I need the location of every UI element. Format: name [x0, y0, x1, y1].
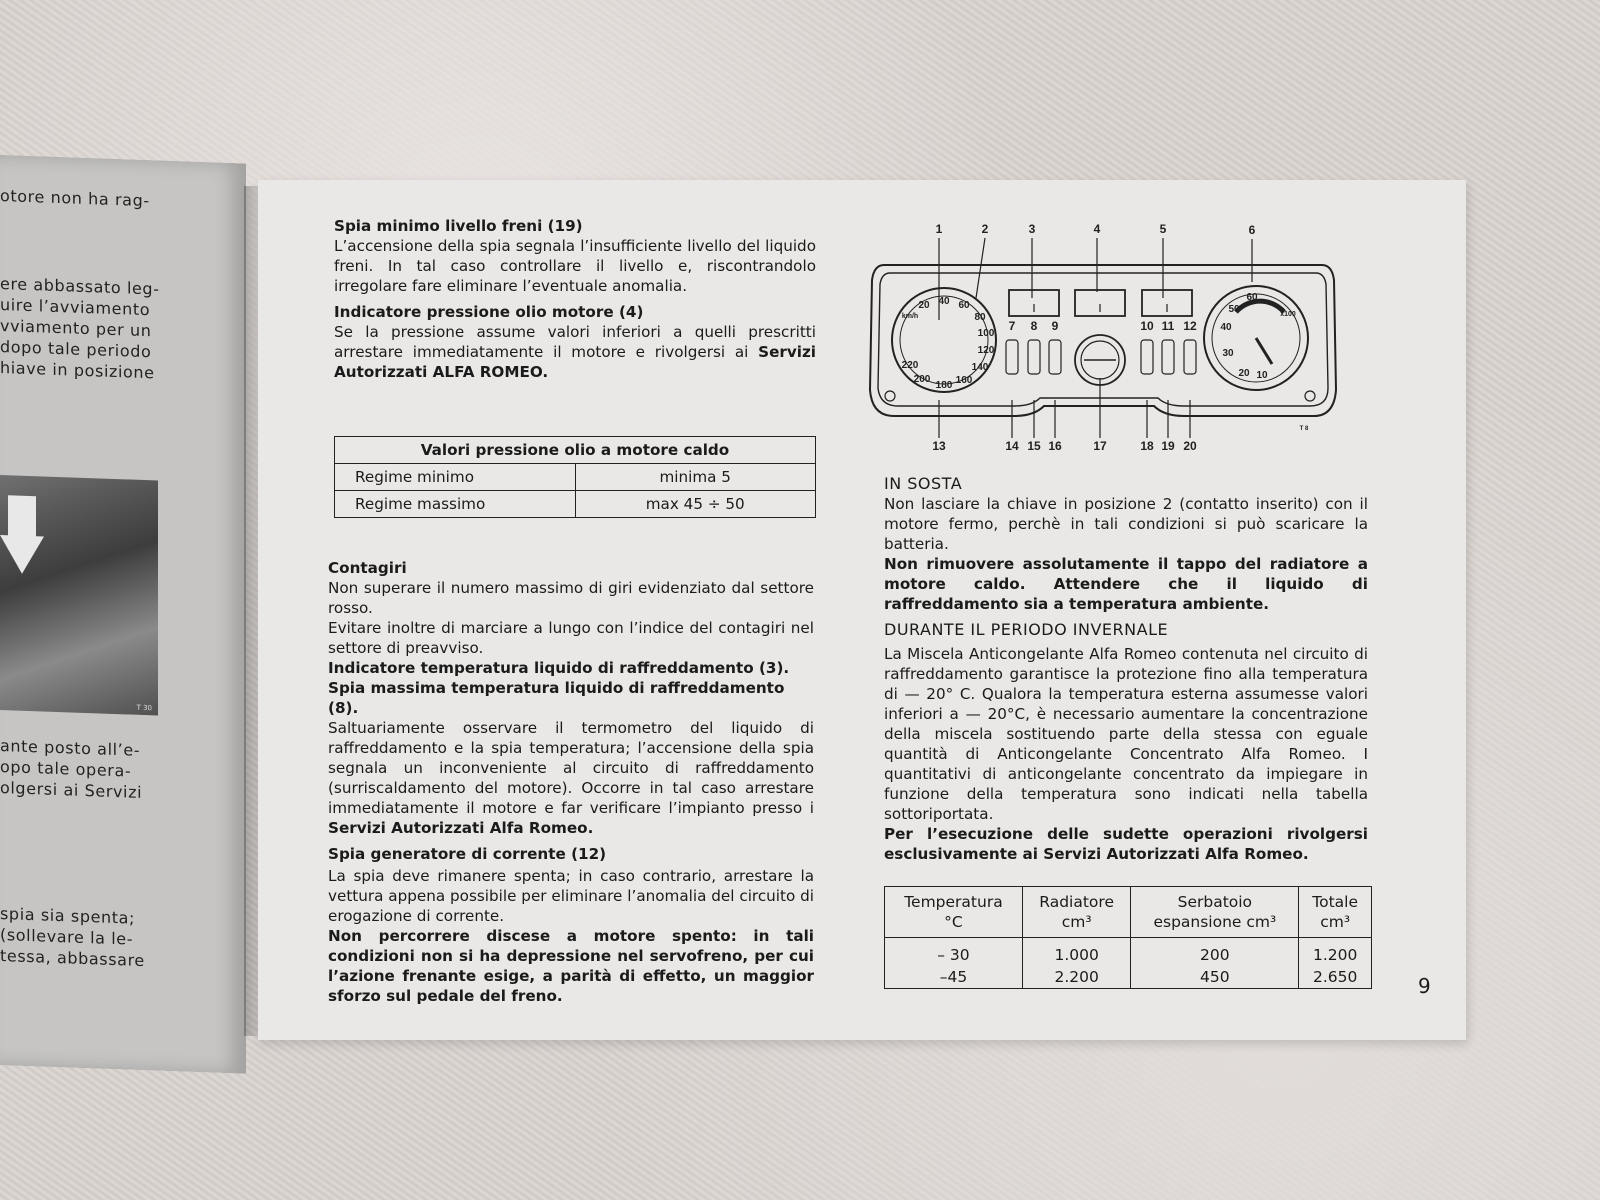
- warning-light-20: [1184, 340, 1196, 374]
- header-line: cm³: [1061, 913, 1092, 931]
- label-15: 15: [1027, 439, 1041, 453]
- table-row: [335, 491, 816, 518]
- label-2: 2: [981, 222, 989, 236]
- column-left-lower: [328, 558, 814, 1006]
- left-text-line: otore non ha rag-: [0, 186, 150, 211]
- table-row: [885, 938, 1372, 967]
- heading-parking: IN SOSTA: [884, 474, 963, 493]
- label-10: 10: [1140, 319, 1154, 333]
- paragraph: Non lasciare la chiave in posizione 2 (contatto inserito) con il motore fermo, perchè in tali condizioni si può scaricare la batteria.: [884, 495, 1368, 553]
- heading-generator: Spia generatore di corrente (12): [328, 845, 607, 863]
- left-text-line: vviamento per un: [0, 316, 152, 341]
- left-text-line: ante posto all’e-: [0, 736, 141, 760]
- table-cell: max 45 ÷ 50: [575, 491, 816, 518]
- label-3: 3: [1028, 222, 1036, 236]
- label-20: 20: [1183, 439, 1197, 453]
- table-header: [1131, 887, 1299, 938]
- speedo-unit: km/h: [901, 313, 919, 320]
- bold-paragraph: Per l’esecuzione delle sudette operazioni rivolgersi esclusivamente ai Servizi Autorizzati Alfa Romeo.: [884, 825, 1368, 863]
- label-13: 13: [932, 439, 946, 453]
- speedo-tick: 100: [977, 328, 995, 339]
- text: Saltuariamente osservare il termometro del liquido di raffreddamento e la spia temperatura; l’accensione della spia segnala un inconveniente al circuito di raffreddamento (surriscaldamento del motore). Occorre in tal caso arrestare immediatamente il motore e far verificare l’impianto presso i: [328, 719, 814, 817]
- table-cell: 1.000: [1022, 938, 1130, 967]
- left-text-line: spia sia spenta;: [0, 904, 136, 928]
- label-9: 9: [1051, 319, 1059, 333]
- table-cell: 2.200: [1022, 966, 1130, 989]
- header-line: espansione cm³: [1153, 913, 1277, 931]
- table-cell: 200: [1131, 938, 1299, 967]
- warning-light-18: [1141, 340, 1153, 374]
- table-row: [885, 966, 1372, 989]
- warning-light-14: [1006, 340, 1018, 374]
- left-text-line: olgersi ai Servizi: [0, 778, 143, 802]
- table-header: [1299, 887, 1372, 938]
- speedo-tick: 120: [977, 345, 995, 356]
- table-cell: –45: [885, 966, 1023, 989]
- tacho-tick: 40: [1220, 322, 1232, 333]
- table-header: [1022, 887, 1130, 938]
- heading-winter: DURANTE IL PERIODO INVERNALE: [884, 620, 1169, 639]
- arrow-head-icon: [0, 535, 44, 575]
- speedo-tick: 20: [918, 300, 930, 311]
- paragraph: Evitare inoltre di marciare a lungo con l’indice del contagiri nel settore di preavviso.: [328, 619, 814, 657]
- tacho-tick: 60: [1246, 292, 1258, 303]
- table-cell: minima 5: [575, 464, 816, 491]
- label-19: 19: [1161, 439, 1175, 453]
- label-11: 11: [1161, 319, 1175, 333]
- speedo-tick: 220: [901, 360, 919, 371]
- speedo-tick: 40: [938, 296, 950, 307]
- label-12: 12: [1183, 319, 1197, 333]
- paragraph: La spia deve rimanere spenta; in caso contrario, arrestare la vettura appena possibile per eliminare l’anomalia del circuito di erogazione di corrente.: [328, 867, 814, 925]
- label-1: 1: [935, 222, 943, 236]
- speedo-tick: 180: [935, 380, 953, 391]
- paragraph: La Miscela Anticongelante Alfa Romeo contenuta nel circuito di raffreddamento garantisce la protezione fino alla temperatura di — 20° C. Qualora la temperatura esterna assumesse valori inferiori a — 20°C, è necessario aumentare la concentrazione della miscela sostituendo parte della stessa con eguale quantità di Anticongelante Concentrato Alfa Romeo. I quantitativi di anticongelante concentrato da impiegare in funzione della temperatura sono indicati nella tabella sottoriportata.: [884, 645, 1368, 823]
- tacho-unit: x100: [1280, 311, 1296, 318]
- heading-coolant-warning: Spia massima temperatura liquido di raffreddamento (8).: [328, 679, 785, 717]
- label-16: 16: [1048, 439, 1062, 453]
- table-cell: Regime massimo: [335, 491, 576, 518]
- header-line: Temperatura: [904, 893, 1003, 911]
- left-text-line: (sollevare la le-: [0, 925, 134, 949]
- header-line: °C: [944, 913, 963, 931]
- tacho-tick: 30: [1222, 348, 1234, 359]
- warning-light-16: [1049, 340, 1061, 374]
- table-cell: 1.200: [1299, 938, 1372, 967]
- tacho-tick: 50: [1228, 304, 1240, 315]
- right-page: [258, 180, 1466, 1040]
- paragraph: [328, 718, 814, 838]
- text: Se la pressione assume valori inferiori a quelli prescritti arrestare immediatamente il motore e rivolgersi ai: [334, 323, 816, 361]
- label-4: 4: [1093, 222, 1101, 236]
- label-8: 8: [1030, 319, 1038, 333]
- header-line: cm³: [1320, 913, 1351, 931]
- left-text-line: hiave in posizione: [0, 358, 155, 383]
- fuel-gauge: [1142, 290, 1192, 316]
- column-right: [884, 474, 1368, 864]
- speedo-tick: 80: [974, 312, 986, 323]
- speedo-tick: 60: [958, 300, 970, 311]
- page-number: 9: [1418, 974, 1431, 998]
- left-text-line: ere abbassato leg-: [0, 274, 160, 299]
- bold-text: Servizi Autorizzati Alfa Romeo.: [328, 819, 594, 837]
- table-cell: Regime minimo: [335, 464, 576, 491]
- heading-coolant-gauge: Indicatore temperatura liquido di raffreddamento (3).: [328, 659, 790, 677]
- header-line: Radiatore: [1039, 893, 1114, 911]
- speedo-tick: 140: [971, 362, 989, 373]
- warning-light-19: [1162, 340, 1174, 374]
- dashboard-diagram: [864, 220, 1344, 460]
- corner-label: T 8: [1299, 426, 1309, 432]
- table-row: [335, 464, 816, 491]
- left-text-line: uire l’avviamento: [0, 295, 151, 320]
- paragraph: Non superare il numero massimo di giri evidenziato dal settore rosso.: [328, 579, 814, 617]
- header-line: Totale: [1312, 893, 1359, 911]
- table-cell: – 30: [885, 938, 1023, 967]
- bold-text: Servizi Autorizzati ALFA ROMEO.: [334, 343, 817, 381]
- oil-pressure-table: [334, 436, 816, 518]
- left-text-line: dopo tale periodo: [0, 337, 152, 362]
- table-cell: 2.650: [1299, 966, 1372, 989]
- header-line: Serbatoio: [1177, 893, 1253, 911]
- table-header: [885, 887, 1023, 938]
- coolant-gauge: [1009, 290, 1059, 316]
- warning-light-15: [1028, 340, 1040, 374]
- tacho-tick: 20: [1238, 368, 1250, 379]
- column-left: [334, 216, 816, 382]
- oil-pressure-gauge: [1075, 290, 1125, 316]
- arrow-icon: [8, 495, 36, 538]
- label-5: 5: [1159, 222, 1167, 236]
- label-7: 7: [1008, 319, 1016, 333]
- label-18: 18: [1140, 439, 1154, 453]
- left-text-line: tessa, abbassare: [0, 946, 145, 971]
- paragraph: [334, 322, 816, 382]
- engine-photo: [0, 475, 158, 716]
- bold-paragraph: Non percorrere discese a motore spento: in tali condizioni non si ha depressione nel servofreno, per cui l’azione frenante esige, a parità di effetto, un maggior sforzo sul pedale del freno.: [328, 927, 814, 1005]
- left-page: [0, 155, 246, 1074]
- label-17: 17: [1093, 439, 1107, 453]
- bold-paragraph: Non rimuovere assolutamente il tappo del radiatore a motore caldo. Attendere che il liquido di raffreddamento sia a temperatura ambiente.: [884, 555, 1368, 613]
- heading-brake-warning: Spia minimo livello freni (19): [334, 217, 583, 235]
- photo-label: T 30: [136, 703, 152, 713]
- paragraph: L’accensione della spia segnala l’insufficiente livello del liquido freni. In tal caso controllare il livello e, riscontrandolo irregolare fare eliminare l’eventuale anomalia.: [334, 237, 816, 295]
- label-6: 6: [1248, 223, 1256, 237]
- table-header-row: [885, 887, 1372, 938]
- label-14: 14: [1005, 439, 1019, 453]
- table-cell: 450: [1131, 966, 1299, 989]
- heading-tachometer: Contagiri: [328, 559, 407, 577]
- table-title: Valori pressione olio a motore caldo: [335, 437, 816, 464]
- antifreeze-table: [884, 886, 1372, 989]
- heading-oil-pressure: Indicatore pressione olio motore (4): [334, 303, 644, 321]
- tacho-tick: 10: [1256, 370, 1268, 381]
- speedo-tick: 160: [955, 375, 973, 386]
- speedo-tick: 200: [913, 374, 931, 385]
- left-text-line: opo tale opera-: [0, 757, 132, 781]
